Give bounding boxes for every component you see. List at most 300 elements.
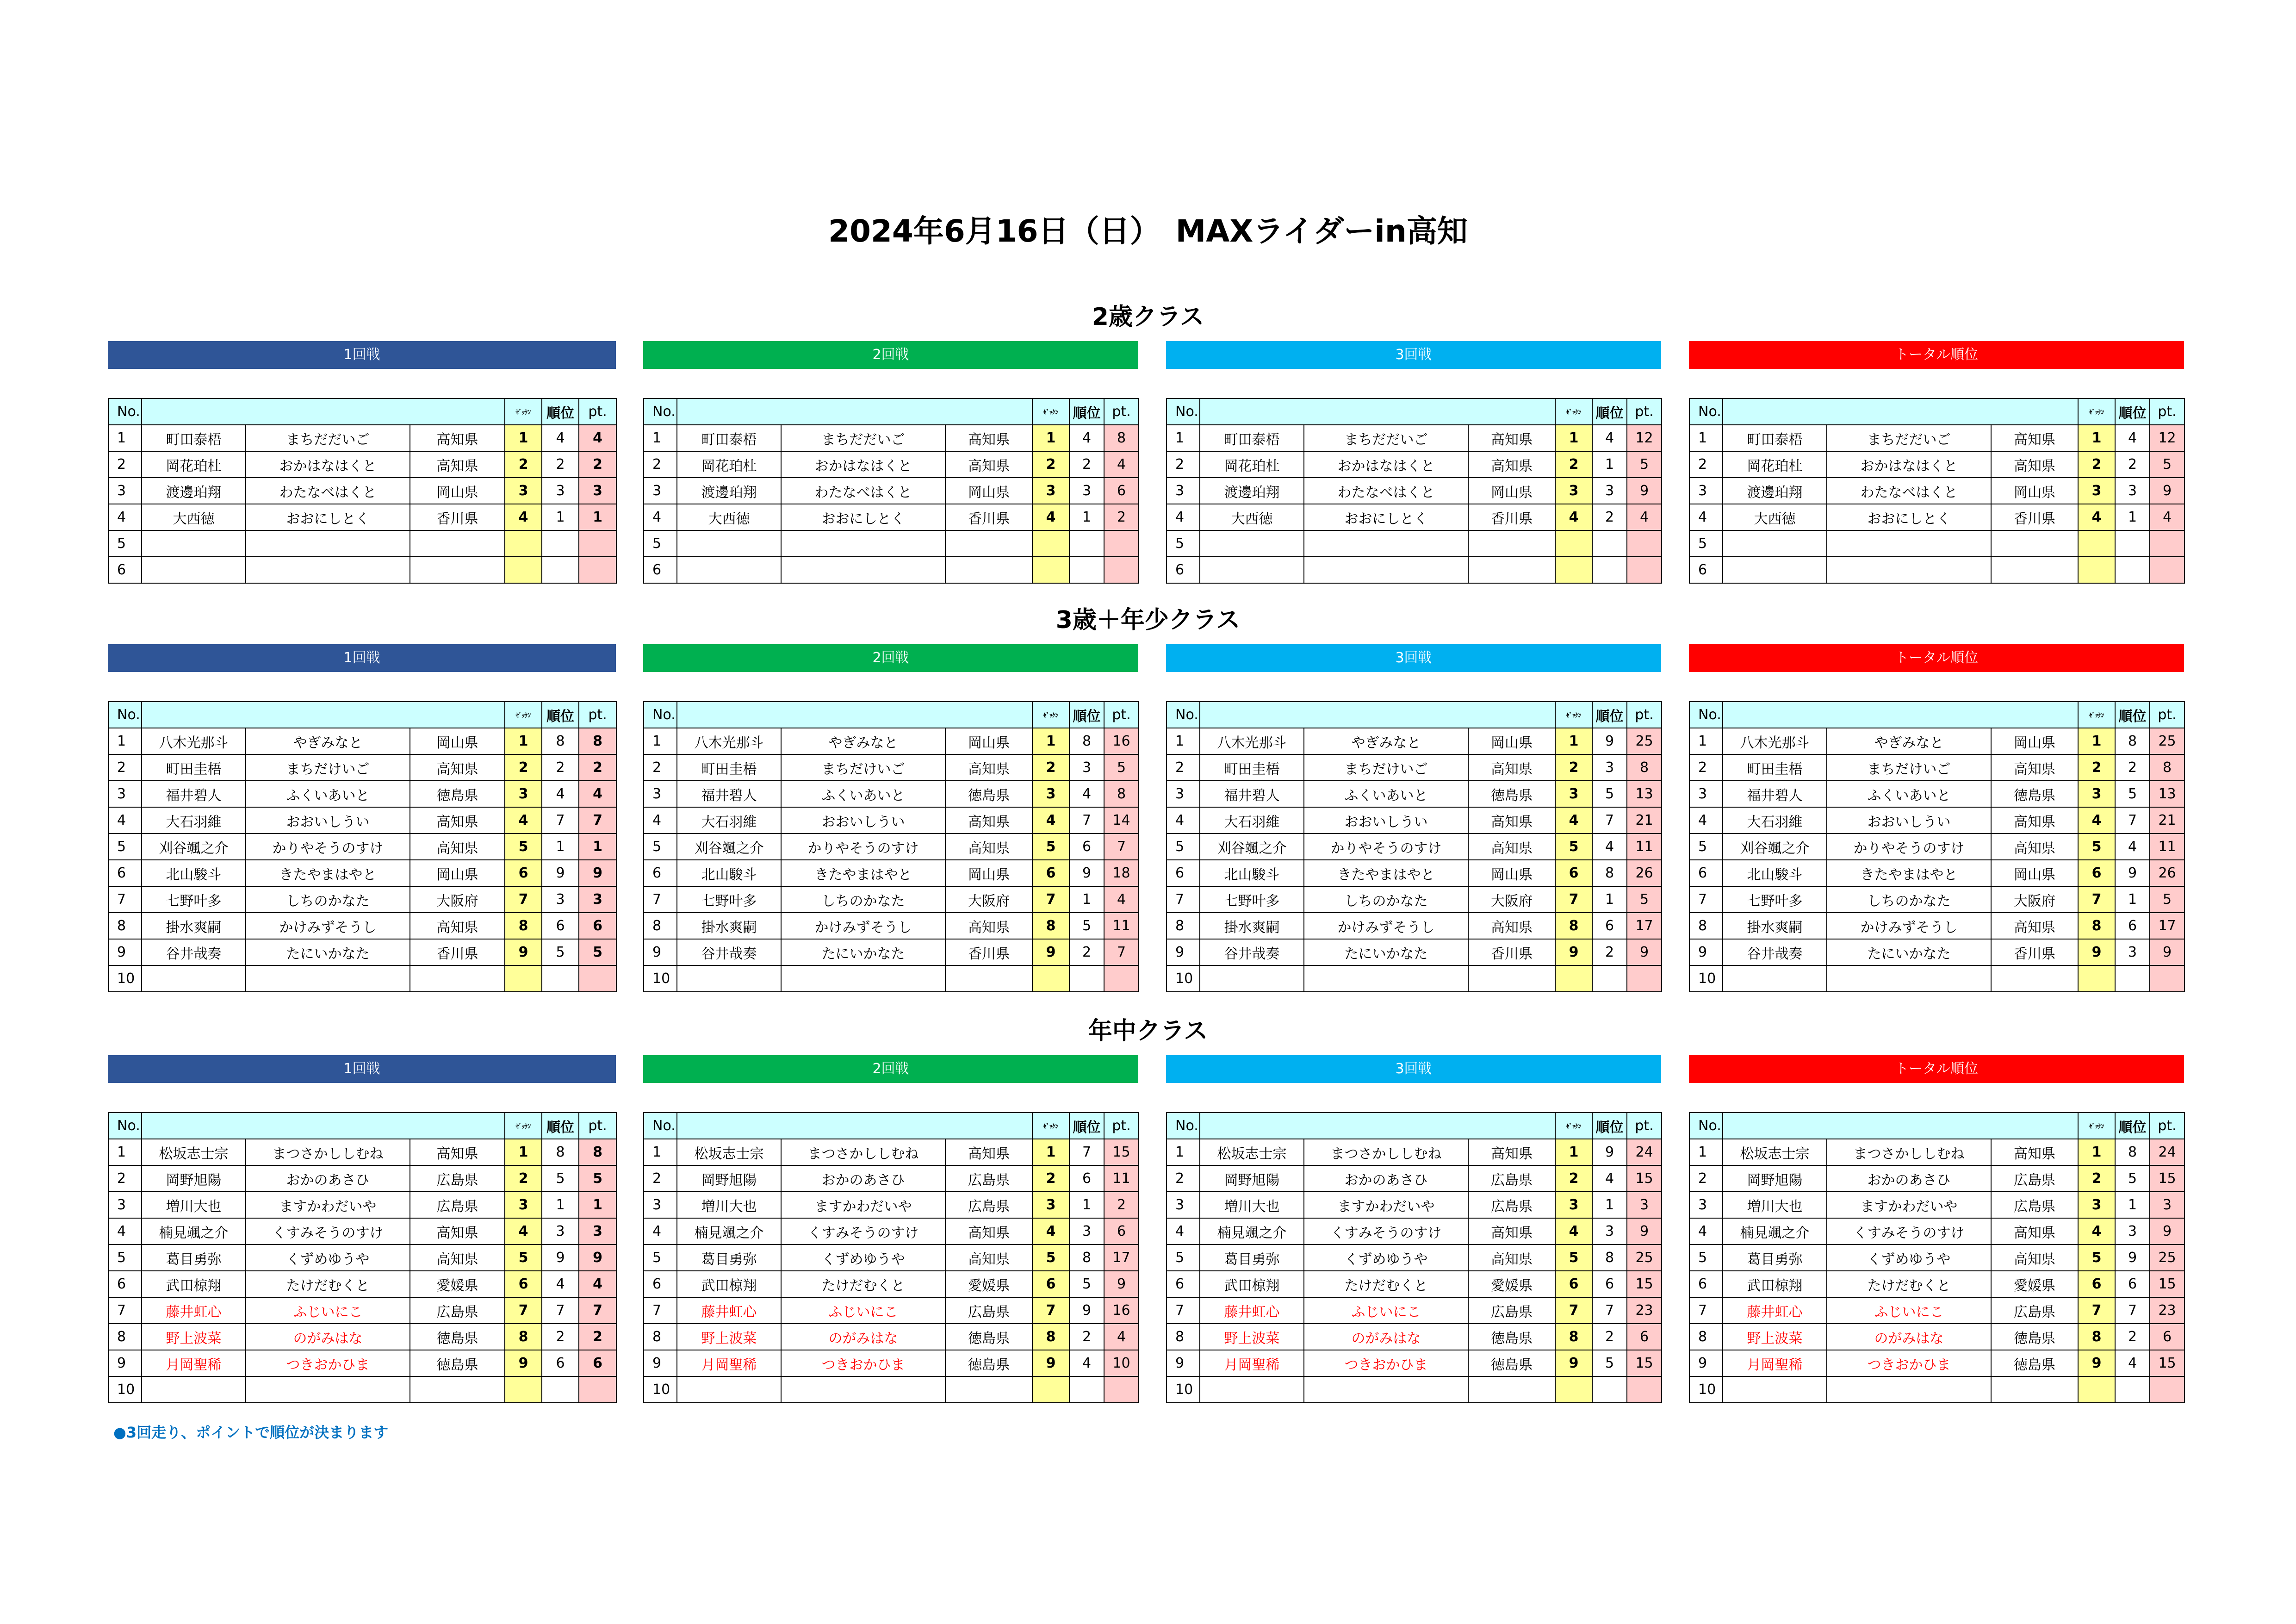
- rider-kana: まつさかししむね: [1827, 1139, 1991, 1165]
- rider-name: 七野叶多: [1200, 886, 1304, 913]
- points: 13: [1627, 781, 1662, 807]
- row-number: 1: [1689, 728, 1723, 754]
- row-number: 2: [644, 451, 677, 478]
- rider-prefecture: 高知県: [945, 1244, 1032, 1271]
- row-number: 4: [1167, 807, 1200, 834]
- rider-kana: やぎみなと: [246, 728, 410, 754]
- rider-prefecture: 高知県: [1468, 913, 1555, 939]
- rider-name: 大西徳: [142, 504, 246, 530]
- rider-name: 藤井虹心: [1723, 1297, 1827, 1324]
- rider-prefecture: 広島県: [1468, 1297, 1555, 1324]
- rider-kana: まちだだいご: [246, 425, 410, 451]
- row-number: 7: [108, 1297, 142, 1324]
- table-row: [108, 728, 616, 754]
- table-row: [1167, 530, 1662, 557]
- table-row: [108, 1165, 616, 1192]
- rank: 2: [1592, 939, 1627, 965]
- zekken-number: 3: [505, 1192, 542, 1218]
- rider-prefecture: 香川県: [1991, 939, 2078, 965]
- points: 7: [1104, 834, 1139, 860]
- rider-prefecture: [945, 557, 1032, 583]
- table-row: [108, 478, 616, 504]
- zekken-number: 7: [1032, 886, 1069, 913]
- table-row: [1689, 504, 2184, 530]
- row-number: 9: [1167, 1350, 1200, 1376]
- zekken-number: 3: [505, 781, 542, 807]
- rider-kana: おかのあさひ: [1827, 1165, 1991, 1192]
- points: 9: [579, 1244, 616, 1271]
- rider-name: [142, 530, 246, 557]
- rank: [542, 530, 579, 557]
- header-zekken: ｾﾞｯｹﾝ: [505, 702, 542, 728]
- rider-name: 福井碧人: [677, 781, 781, 807]
- points: 2: [1104, 504, 1139, 530]
- table-row: [1689, 451, 2184, 478]
- row-number: 10: [644, 1376, 677, 1403]
- table-row: [1167, 425, 1662, 451]
- rider-kana: たにいかなた: [246, 939, 410, 965]
- points: 5: [2150, 451, 2184, 478]
- table-row: [108, 913, 616, 939]
- rank: 4: [2115, 425, 2150, 451]
- zekken-number: [505, 1376, 542, 1403]
- points: 5: [2150, 886, 2184, 913]
- table-row: [1167, 781, 1662, 807]
- points: 10: [1104, 1350, 1139, 1376]
- header-zekken: ｾﾞｯｹﾝ: [1032, 1113, 1069, 1139]
- rider-kana: おおにしとく: [1827, 504, 1991, 530]
- points: [579, 965, 616, 992]
- rider-name: 葛目勇弥: [1723, 1244, 1827, 1271]
- zekken-number: 6: [505, 860, 542, 886]
- rider-prefecture: [1991, 965, 2078, 992]
- rider-kana: つきおかひま: [1304, 1350, 1468, 1376]
- header-rank: 順位: [2115, 398, 2150, 425]
- points: [2150, 530, 2184, 557]
- header-no: No.: [644, 702, 677, 728]
- rider-kana: たにいかなた: [1827, 939, 1991, 965]
- rank: 4: [1069, 1350, 1104, 1376]
- zekken-number: 7: [1555, 1297, 1592, 1324]
- zekken-number: 8: [1555, 1324, 1592, 1350]
- table-header-row: [1689, 398, 2184, 425]
- rank: 4: [1069, 425, 1104, 451]
- points: 5: [579, 1165, 616, 1192]
- table-row: [1689, 860, 2184, 886]
- rank: 2: [542, 451, 579, 478]
- rank: 5: [1069, 1271, 1104, 1297]
- points: [579, 1376, 616, 1403]
- rank: 5: [1069, 913, 1104, 939]
- rider-kana: ふくいあいと: [781, 781, 945, 807]
- points: 6: [2150, 1324, 2184, 1350]
- points: 12: [2150, 425, 2184, 451]
- table-row: [108, 451, 616, 478]
- rank: [542, 1376, 579, 1403]
- rank: 9: [2115, 860, 2150, 886]
- rider-name: 掛水爽嗣: [677, 913, 781, 939]
- rider-kana: おおいしうい: [1304, 807, 1468, 834]
- results-table: [108, 1112, 617, 1403]
- zekken-number: 7: [1032, 1297, 1069, 1324]
- header-pt: pt.: [1627, 398, 1662, 425]
- rider-name: 野上波菜: [677, 1324, 781, 1350]
- rider-name: 大西徳: [1200, 504, 1304, 530]
- row-number: 2: [1167, 1165, 1200, 1192]
- row-number: 5: [1167, 530, 1200, 557]
- rider-prefecture: 高知県: [1991, 1244, 2078, 1271]
- rider-kana: わたなべはくと: [1304, 478, 1468, 504]
- rank: [2115, 965, 2150, 992]
- table-row: [1689, 557, 2184, 583]
- rider-prefecture: 愛媛県: [1991, 1271, 2078, 1297]
- rider-kana: つきおかひま: [781, 1350, 945, 1376]
- rank: 7: [542, 807, 579, 834]
- table-row: [644, 965, 1139, 992]
- table-row: [644, 557, 1139, 583]
- rider-prefecture: 徳島県: [1468, 1324, 1555, 1350]
- rank: 9: [2115, 1244, 2150, 1271]
- zekken-number: 1: [2078, 728, 2115, 754]
- points: [1627, 1376, 1662, 1403]
- points: 6: [1104, 478, 1139, 504]
- rider-kana: まつさかししむね: [1304, 1139, 1468, 1165]
- zekken-number: 4: [1555, 504, 1592, 530]
- rank: 1: [542, 834, 579, 860]
- rider-kana: くすみそうのすけ: [1304, 1218, 1468, 1244]
- rider-kana: きたやまはやと: [246, 860, 410, 886]
- rider-kana: やぎみなと: [781, 728, 945, 754]
- rider-name: 葛目勇弥: [1200, 1244, 1304, 1271]
- rider-prefecture: 大阪府: [945, 886, 1032, 913]
- points: [1104, 530, 1139, 557]
- rider-kana: おかはなはくと: [781, 451, 945, 478]
- row-number: 2: [644, 1165, 677, 1192]
- class-section: [0, 1013, 2296, 1429]
- rider-prefecture: 高知県: [945, 1218, 1032, 1244]
- table-row: [108, 1139, 616, 1165]
- rider-kana: かけみずそうし: [1304, 913, 1468, 939]
- zekken-number: 9: [2078, 939, 2115, 965]
- row-number: 7: [644, 886, 677, 913]
- table-row: [1167, 451, 1662, 478]
- points: 1: [579, 504, 616, 530]
- zekken-number: 9: [505, 939, 542, 965]
- results-table: [1689, 701, 2185, 992]
- table-row: [644, 530, 1139, 557]
- row-number: 4: [644, 504, 677, 530]
- zekken-number: 6: [505, 1271, 542, 1297]
- table-row: [1167, 939, 1662, 965]
- rider-name: [677, 965, 781, 992]
- row-number: 5: [1689, 530, 1723, 557]
- rider-name: 町田圭梧: [1723, 754, 1827, 781]
- table-row: [1167, 1244, 1662, 1271]
- header-pt: pt.: [2150, 1113, 2184, 1139]
- table-row: [108, 1271, 616, 1297]
- row-number: 5: [644, 530, 677, 557]
- zekken-number: 5: [1555, 1244, 1592, 1271]
- points: 15: [2150, 1350, 2184, 1376]
- row-number: 3: [1689, 478, 1723, 504]
- rank: 1: [542, 1192, 579, 1218]
- table-row: [644, 1324, 1139, 1350]
- rider-name: 町田泰梧: [677, 425, 781, 451]
- rank: [2115, 530, 2150, 557]
- points: 3: [579, 1218, 616, 1244]
- rider-kana: まちだだいご: [1827, 425, 1991, 451]
- rank: 6: [542, 913, 579, 939]
- points: 18: [1104, 860, 1139, 886]
- table-row: [1689, 478, 2184, 504]
- row-number: 9: [644, 939, 677, 965]
- table-row: [1167, 1271, 1662, 1297]
- points: 13: [2150, 781, 2184, 807]
- zekken-number: [1032, 1376, 1069, 1403]
- rider-prefecture: 高知県: [1991, 913, 2078, 939]
- zekken-number: 3: [505, 478, 542, 504]
- rider-name: 野上波菜: [142, 1324, 246, 1350]
- zekken-number: 4: [2078, 807, 2115, 834]
- header-zekken: ｾﾞｯｹﾝ: [1555, 1113, 1592, 1139]
- points: [1104, 557, 1139, 583]
- rider-kana: ふじいにこ: [246, 1297, 410, 1324]
- zekken-number: 2: [1555, 1165, 1592, 1192]
- rider-prefecture: 岡山県: [1991, 728, 2078, 754]
- points: 6: [579, 913, 616, 939]
- rider-kana: [246, 557, 410, 583]
- rank: 8: [2115, 728, 2150, 754]
- header-no: No.: [108, 398, 142, 425]
- rank: 1: [2115, 504, 2150, 530]
- rank: [1592, 557, 1627, 583]
- results-table: [108, 701, 617, 992]
- round-header-bar: 2回戦: [643, 1055, 1138, 1083]
- row-number: 3: [1167, 781, 1200, 807]
- rider-name: 大石羽維: [1723, 807, 1827, 834]
- rider-name: 葛目勇弥: [142, 1244, 246, 1271]
- zekken-number: 4: [2078, 1218, 2115, 1244]
- rider-kana: [246, 1376, 410, 1403]
- rider-name: 北山駿斗: [1200, 860, 1304, 886]
- rider-prefecture: 香川県: [945, 939, 1032, 965]
- header-pt: pt.: [579, 398, 616, 425]
- page-title: 2024年6月16日（日） MAXライダーin高知: [828, 213, 1468, 249]
- rider-prefecture: 岡山県: [410, 728, 505, 754]
- points: 4: [2150, 504, 2184, 530]
- row-number: 7: [644, 1297, 677, 1324]
- rider-prefecture: 高知県: [410, 1218, 505, 1244]
- points: [1627, 530, 1662, 557]
- rider-prefecture: 高知県: [1991, 451, 2078, 478]
- row-number: 10: [1167, 965, 1200, 992]
- rank: 4: [2115, 834, 2150, 860]
- zekken-number: 3: [2078, 478, 2115, 504]
- table-header-row: [1167, 702, 1662, 728]
- rank: 3: [542, 478, 579, 504]
- points: 7: [579, 1297, 616, 1324]
- rider-prefecture: 岡山県: [1468, 478, 1555, 504]
- header-rank: 順位: [1069, 702, 1104, 728]
- table-row: [644, 807, 1139, 834]
- header-pt: pt.: [1104, 702, 1139, 728]
- row-number: 1: [1167, 1139, 1200, 1165]
- rank: 2: [2115, 754, 2150, 781]
- row-number: 10: [1167, 1376, 1200, 1403]
- points: 5: [1104, 754, 1139, 781]
- row-number: 10: [644, 965, 677, 992]
- rank: 9: [542, 1244, 579, 1271]
- rider-name: 町田圭梧: [677, 754, 781, 781]
- rank: 2: [1069, 939, 1104, 965]
- rider-kana: まちだけいご: [246, 754, 410, 781]
- rider-name: 北山駿斗: [142, 860, 246, 886]
- zekken-number: 3: [1555, 478, 1592, 504]
- table-row: [644, 1271, 1139, 1297]
- table-row: [1689, 834, 2184, 860]
- row-number: 7: [1689, 886, 1723, 913]
- points: 8: [579, 1139, 616, 1165]
- rider-name: 松坂志士宗: [142, 1139, 246, 1165]
- points: 17: [1104, 1244, 1139, 1271]
- header-rider: [1200, 1113, 1555, 1139]
- zekken-number: 8: [505, 913, 542, 939]
- rider-prefecture: [410, 557, 505, 583]
- header-rider: [142, 702, 505, 728]
- rank: 3: [1592, 1218, 1627, 1244]
- class-section: [0, 602, 2296, 1018]
- rider-prefecture: 広島県: [410, 1192, 505, 1218]
- table-header-row: [1167, 1113, 1662, 1139]
- table-row: [1689, 754, 2184, 781]
- rider-prefecture: 徳島県: [945, 1350, 1032, 1376]
- zekken-number: [2078, 1376, 2115, 1403]
- rider-kana: [1304, 557, 1468, 583]
- points: 11: [2150, 834, 2184, 860]
- rider-kana: くずめゆうや: [246, 1244, 410, 1271]
- header-zekken: ｾﾞｯｹﾝ: [505, 398, 542, 425]
- rider-prefecture: 高知県: [1468, 425, 1555, 451]
- points: 4: [1104, 1324, 1139, 1350]
- zekken-number: 2: [1032, 754, 1069, 781]
- rider-kana: [781, 965, 945, 992]
- round-header-bar: 3回戦: [1166, 644, 1661, 672]
- zekken-number: 4: [1032, 1218, 1069, 1244]
- header-rank: 順位: [1069, 398, 1104, 425]
- zekken-number: 2: [505, 754, 542, 781]
- zekken-number: 6: [2078, 860, 2115, 886]
- table-row: [1167, 754, 1662, 781]
- rider-name: 増川大也: [1723, 1192, 1827, 1218]
- header-pt: pt.: [579, 1113, 616, 1139]
- zekken-number: 2: [1032, 1165, 1069, 1192]
- zekken-number: 6: [1032, 1271, 1069, 1297]
- zekken-number: 9: [1555, 1350, 1592, 1376]
- header-rank: 順位: [2115, 702, 2150, 728]
- row-number: 9: [108, 939, 142, 965]
- rider-prefecture: 広島県: [1991, 1297, 2078, 1324]
- table-row: [1689, 913, 2184, 939]
- table-row: [644, 834, 1139, 860]
- table-row: [108, 754, 616, 781]
- rider-name: 八木光那斗: [1723, 728, 1827, 754]
- results-table: [643, 701, 1139, 992]
- row-number: 6: [1167, 860, 1200, 886]
- table-row: [644, 1192, 1139, 1218]
- rider-prefecture: 徳島県: [1468, 1350, 1555, 1376]
- table-row: [1689, 1244, 2184, 1271]
- points: 17: [1627, 913, 1662, 939]
- table-row: [108, 1192, 616, 1218]
- header-rider: [1723, 702, 2078, 728]
- rider-prefecture: 徳島県: [1468, 781, 1555, 807]
- row-number: 6: [1167, 1271, 1200, 1297]
- rider-prefecture: [410, 965, 505, 992]
- points: 15: [2150, 1271, 2184, 1297]
- rider-prefecture: 広島県: [410, 1297, 505, 1324]
- zekken-number: 5: [1032, 834, 1069, 860]
- rank: 8: [542, 728, 579, 754]
- zekken-number: 1: [2078, 425, 2115, 451]
- rider-name: 北山駿斗: [677, 860, 781, 886]
- points: 9: [1627, 1218, 1662, 1244]
- row-number: 5: [644, 1244, 677, 1271]
- header-no: No.: [644, 1113, 677, 1139]
- rank: 6: [1069, 1165, 1104, 1192]
- row-number: 2: [1167, 451, 1200, 478]
- table-header-row: [108, 1113, 616, 1139]
- points: [1627, 557, 1662, 583]
- rider-prefecture: 岡山県: [410, 860, 505, 886]
- table-header-row: [644, 1113, 1139, 1139]
- table-row: [1167, 965, 1662, 992]
- rider-kana: くすみそうのすけ: [246, 1218, 410, 1244]
- rider-name: 福井碧人: [142, 781, 246, 807]
- rider-name: 町田泰梧: [1723, 425, 1827, 451]
- rider-kana: おおにしとく: [246, 504, 410, 530]
- rider-kana: しちのかなた: [246, 886, 410, 913]
- row-number: 4: [108, 807, 142, 834]
- points: 9: [2150, 1218, 2184, 1244]
- rider-name: 岡野旭陽: [1723, 1165, 1827, 1192]
- rank: 8: [1069, 728, 1104, 754]
- zekken-number: 3: [1032, 781, 1069, 807]
- row-number: 8: [108, 1324, 142, 1350]
- results-table: [1166, 1112, 1662, 1403]
- header-rank: 順位: [542, 1113, 579, 1139]
- zekken-number: [2078, 965, 2115, 992]
- rank: 3: [1069, 478, 1104, 504]
- rider-prefecture: 愛媛県: [945, 1271, 1032, 1297]
- rider-prefecture: 岡山県: [945, 860, 1032, 886]
- rider-name: 渡邊珀翔: [142, 478, 246, 504]
- table-row: [108, 965, 616, 992]
- rank: 9: [1069, 860, 1104, 886]
- rider-prefecture: 岡山県: [1991, 860, 2078, 886]
- header-no: No.: [108, 1113, 142, 1139]
- header-pt: pt.: [1104, 1113, 1139, 1139]
- rider-prefecture: 愛媛県: [410, 1271, 505, 1297]
- zekken-number: 8: [505, 1324, 542, 1350]
- rider-name: [1723, 530, 1827, 557]
- rider-kana: おおいしうい: [781, 807, 945, 834]
- zekken-number: 2: [2078, 754, 2115, 781]
- zekken-number: 4: [505, 1218, 542, 1244]
- rank: 1: [2115, 886, 2150, 913]
- table-row: [1689, 1271, 2184, 1297]
- rider-name: [142, 1376, 246, 1403]
- rider-prefecture: 高知県: [1991, 1218, 2078, 1244]
